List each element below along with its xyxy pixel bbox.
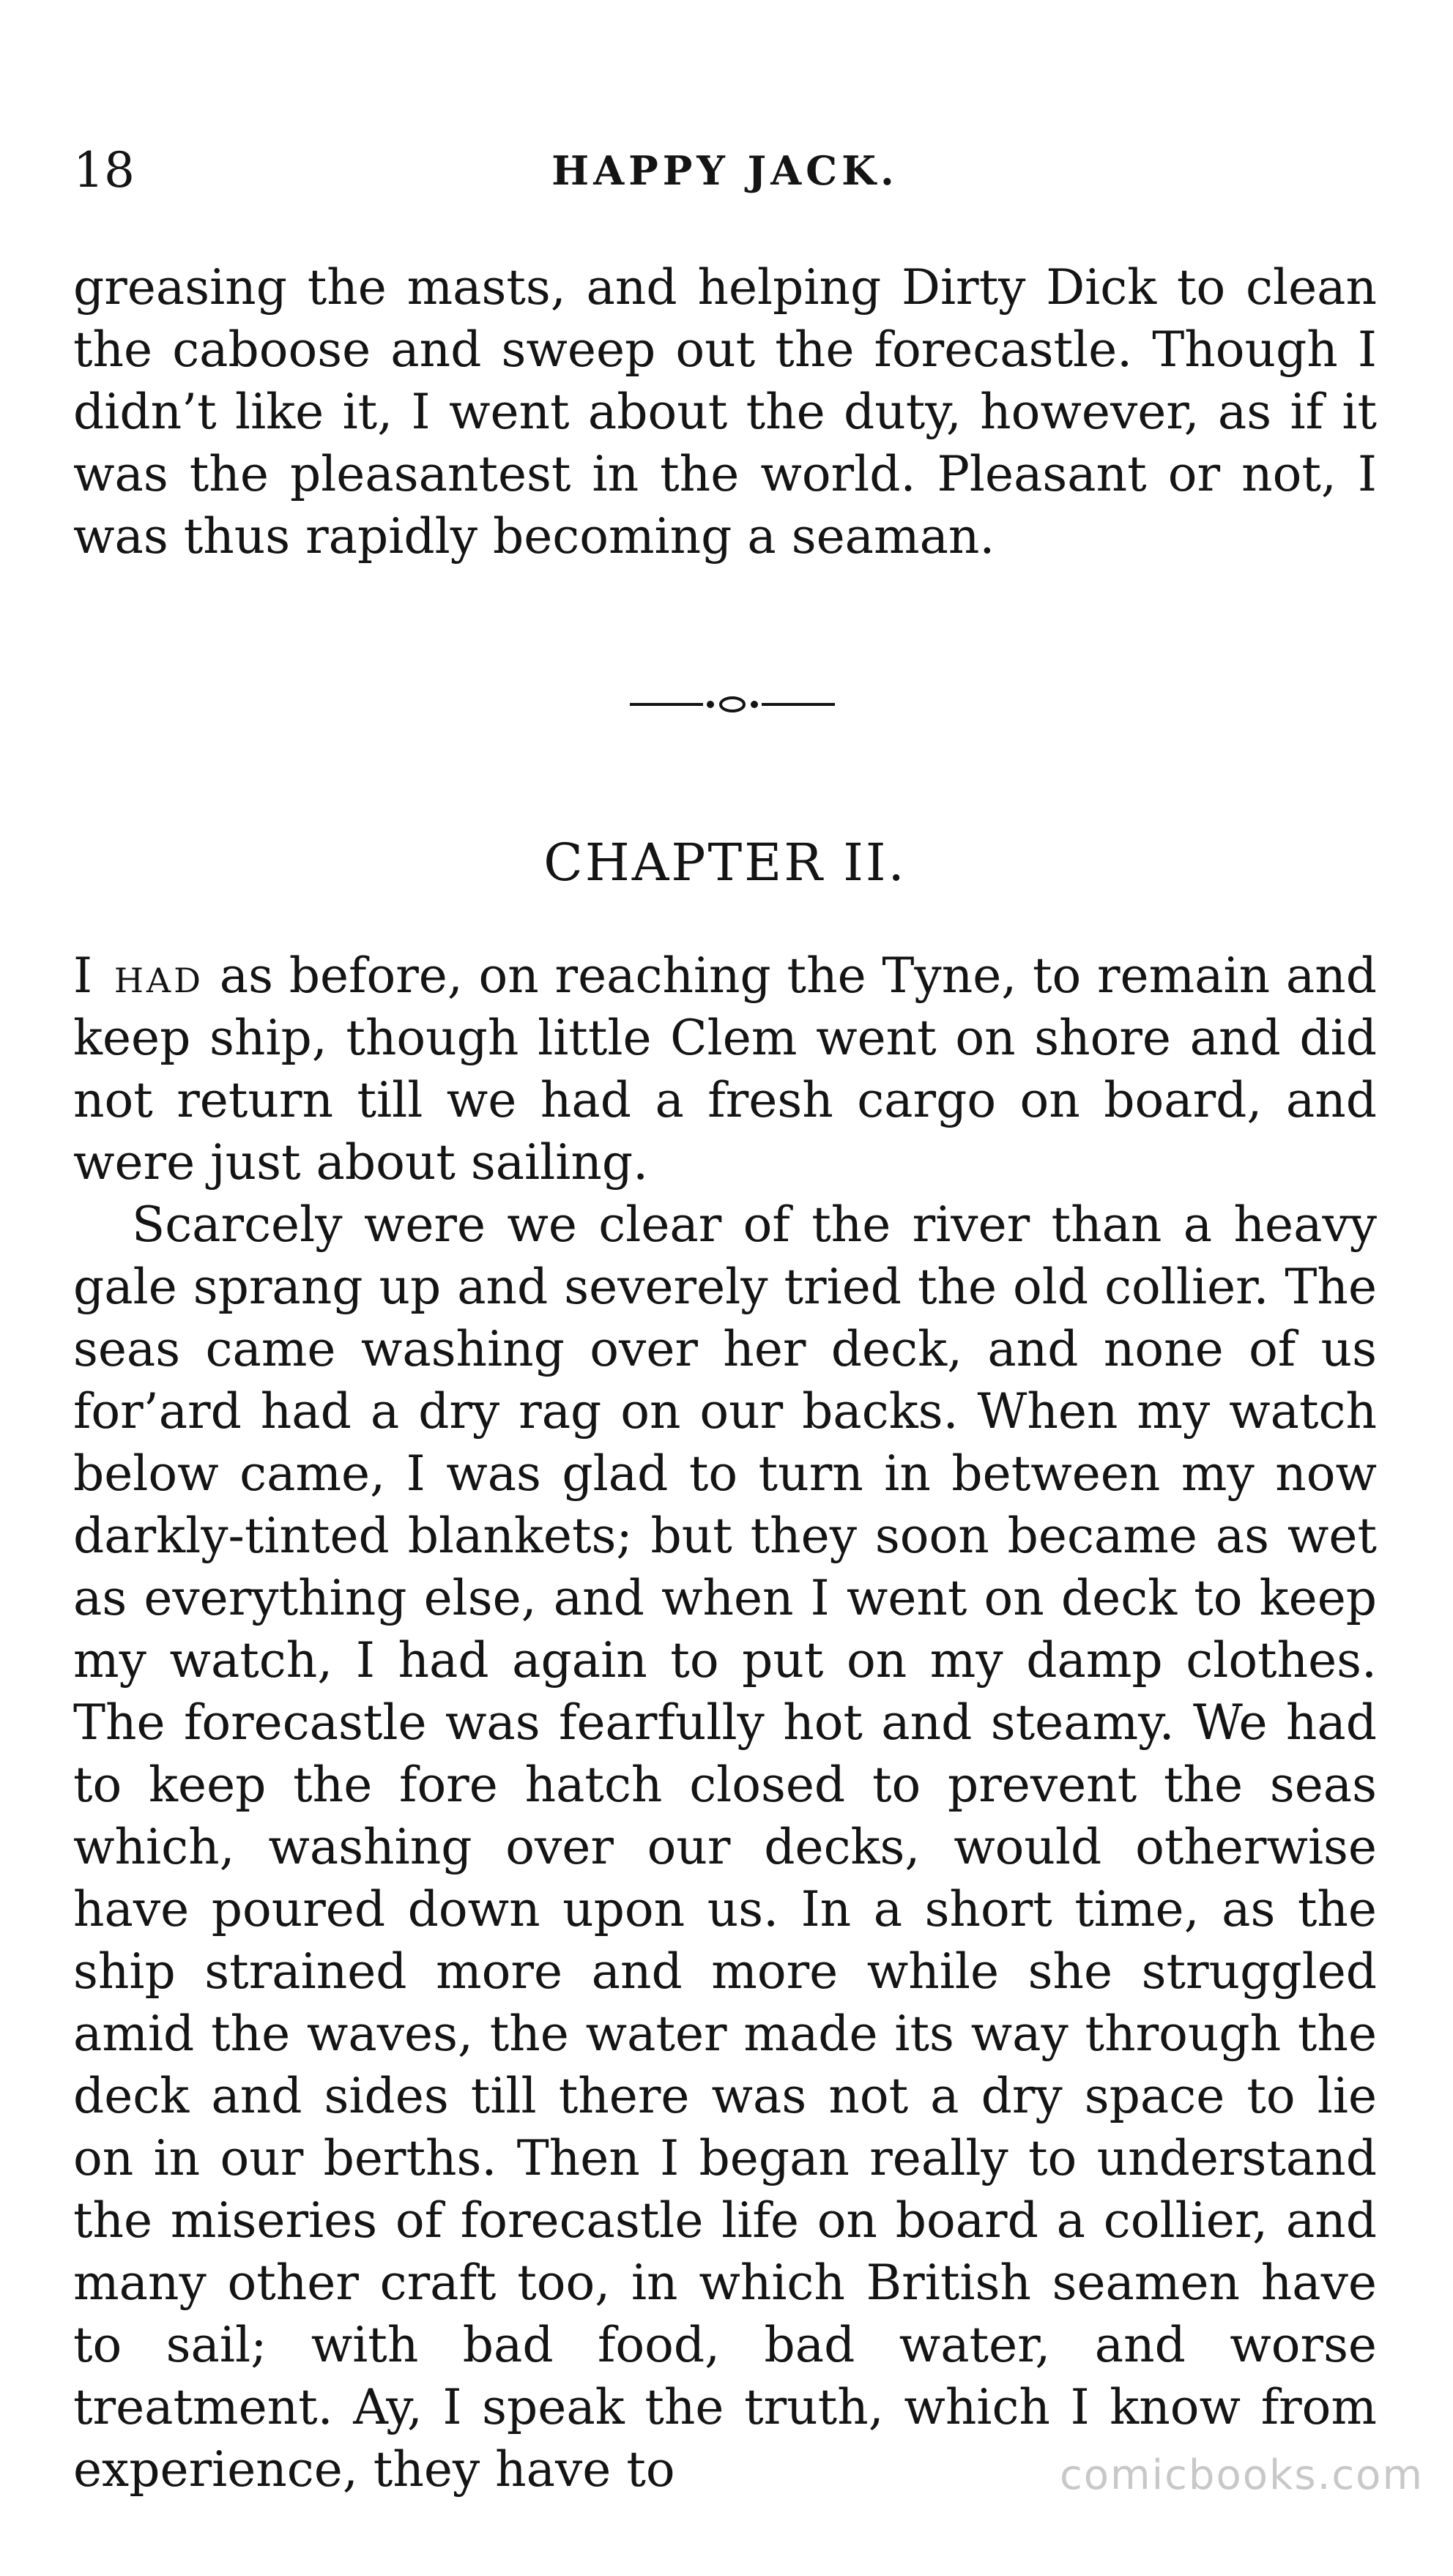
chapter-paragraph-2: Scarcely were we clear of the river than a heavy gale sprang up and severely tried the old collier. The seas came washing over her deck, and none of us for’ard had a dry rag on our backs. When my watch below came, I was glad to turn in between my now darkly-tinted blankets; but they soon became as wet as everything else, and when I went on deck to keep my watch, I had again to put on my damp clothes. The forecastle was fearfully hot and steamy. We had to keep the fore hatch closed to prevent the seas which, washing over our decks, would otherwise have poured down upon us. In a short time, as the ship strained more and more while she struggled amid the waves, the water made its way through the deck and sides till there was not a dry space to lie on in our berths. Then I began really to understand the miseries of forecastle life on board a collier, and many other craft too, in which British seamen have to sail; with bad food, bad water, and worse treatment. Ay, I speak the truth, which I know from experience, they have to — [73, 1196, 1377, 2498]
site-watermark: comicbooks.com — [1059, 2452, 1424, 2499]
running-head: HAPPY JACK. — [551, 147, 899, 194]
opening-words: I had — [73, 948, 204, 1004]
paragraph-1-text: as before, on reaching the Tyne, to remain and keep ship, though little Clem went on shore and did not return till we had a fresh cargo on board, and were just about sailing. — [73, 948, 1377, 1191]
ornamental-rule-icon — [630, 690, 835, 719]
chapter-paragraph-1 — [73, 945, 1377, 1194]
page-header — [73, 138, 1377, 204]
page-number: 18 — [73, 142, 135, 198]
chapter-title: CHAPTER II. — [543, 833, 907, 893]
continued-paragraph: greasing the masts, and helping Dirty Dick to clean the caboose and sweep out the forecastle. Though I didn’t like it, I went about the duty, however, as if it was the pleasantest in the world. Pleasant or not, I was thus rapidly becoming a seaman. — [73, 259, 1377, 565]
